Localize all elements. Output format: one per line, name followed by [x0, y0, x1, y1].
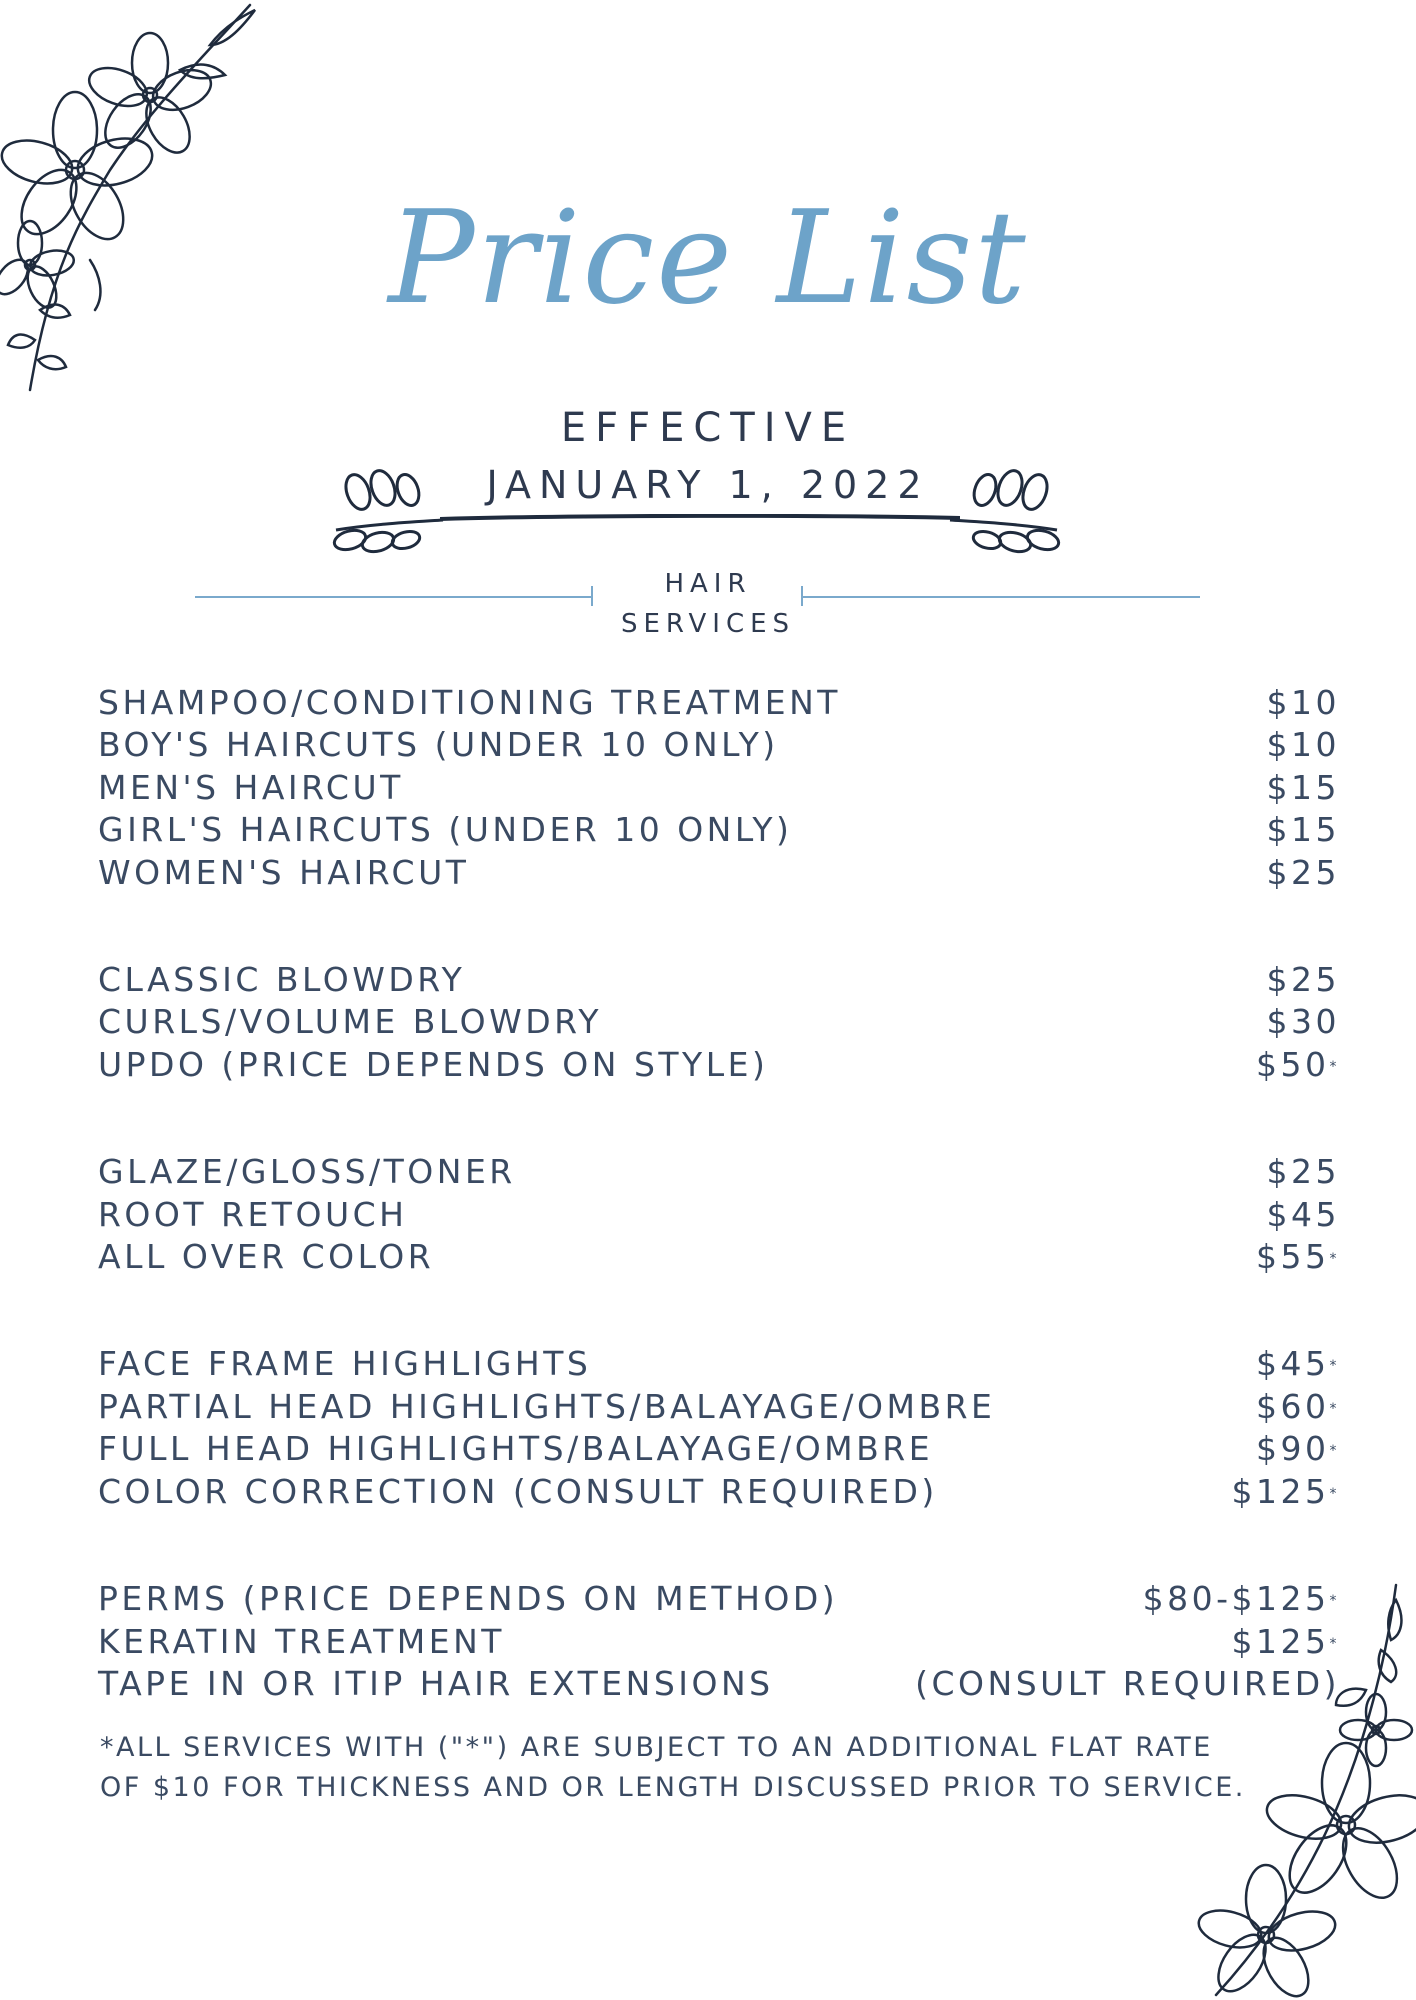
service-name: ALL OVER COLOR: [98, 1237, 435, 1277]
service-price: $25: [1266, 852, 1340, 892]
section-title-line2: SERVICES: [620, 609, 796, 639]
service-row: [98, 1471, 1340, 1513]
section-title: [0, 564, 1416, 644]
effective-label: EFFECTIVE: [560, 405, 856, 451]
service-row: [98, 1343, 1340, 1385]
service-row: [98, 767, 1340, 809]
services-list: [98, 682, 1340, 1705]
service-name: GLAZE/GLOSS/TONER: [98, 1152, 516, 1192]
service-row: [98, 1621, 1340, 1663]
service-price: $55*: [1256, 1237, 1340, 1277]
service-row: [98, 959, 1340, 1001]
service-name: CLASSIC BLOWDRY: [98, 960, 466, 1000]
service-name: CURLS/VOLUME BLOWDRY: [98, 1002, 603, 1042]
service-price: $80-$125*: [1142, 1579, 1340, 1619]
service-price: $25: [1266, 1152, 1340, 1192]
service-price: $45*: [1256, 1344, 1340, 1384]
service-price: $10: [1266, 683, 1340, 722]
service-price: $90*: [1256, 1429, 1340, 1469]
service-name: WOMEN'S HAIRCUT: [98, 852, 470, 892]
footnote-line2: OF $10 FOR THICKNESS AND OR LENGTH DISCUSSED PRIOR TO SERVICE.: [100, 1772, 1246, 1803]
service-row: [98, 852, 1340, 894]
service-name: COLOR CORRECTION (CONSULT REQUIRED): [98, 1471, 938, 1511]
service-price: (CONSULT REQUIRED): [915, 1663, 1340, 1703]
effective-date: JANUARY 1, 2022: [486, 463, 930, 507]
service-price: $25: [1266, 960, 1340, 1000]
service-price: $125*: [1231, 1621, 1340, 1661]
service-price: $45: [1266, 1194, 1340, 1234]
service-price: $60*: [1256, 1386, 1340, 1426]
service-price: $50*: [1256, 1044, 1340, 1084]
service-row: [98, 1578, 1340, 1620]
service-row: [98, 1663, 1340, 1705]
footnote-line1: *ALL SERVICES WITH ("*") ARE SUBJECT TO AN ADDITIONAL FLAT RATE: [100, 1732, 1213, 1763]
service-row: [98, 1194, 1340, 1236]
service-price: $125*: [1231, 1471, 1340, 1511]
service-row: [98, 1236, 1340, 1278]
service-name: ROOT RETOUCH: [98, 1194, 408, 1234]
service-name: SHAMPOO/CONDITIONING TREATMENT: [98, 683, 841, 722]
service-name: UPDO (PRICE DEPENDS ON STYLE): [98, 1044, 769, 1084]
service-row: [98, 1151, 1340, 1193]
service-price: $10: [1266, 725, 1340, 765]
service-row: [98, 1386, 1340, 1428]
service-row: [98, 1044, 1340, 1086]
service-name: MEN'S HAIRCUT: [98, 767, 404, 807]
section-title-line1: HAIR: [664, 569, 752, 599]
service-name: TAPE IN OR ITIP HAIR EXTENSIONS: [98, 1663, 774, 1703]
service-price: $15: [1266, 767, 1340, 807]
service-row: [98, 682, 1340, 724]
service-name: PARTIAL HEAD HIGHLIGHTS/BALAYAGE/OMBRE: [98, 1386, 996, 1426]
footnote: [100, 1728, 1320, 1808]
date-underline: [440, 514, 960, 522]
service-name: FACE FRAME HIGHLIGHTS: [98, 1344, 592, 1384]
page-title: Price List: [388, 184, 1028, 333]
service-row: [98, 809, 1340, 851]
service-row: [98, 724, 1340, 766]
service-row: [98, 1428, 1340, 1470]
service-row: [98, 1001, 1340, 1043]
service-price: $30: [1266, 1002, 1340, 1042]
service-name: KERATIN TREATMENT: [98, 1621, 505, 1661]
service-name: FULL HEAD HIGHLIGHTS/BALAYAGE/OMBRE: [98, 1429, 934, 1469]
service-name: GIRL'S HAIRCUTS (UNDER 10 ONLY): [98, 810, 793, 850]
service-name: BOY'S HAIRCUTS (UNDER 10 ONLY): [98, 725, 779, 765]
service-price: $15: [1266, 810, 1340, 850]
service-name: PERMS (PRICE DEPENDS ON METHOD): [98, 1579, 839, 1619]
